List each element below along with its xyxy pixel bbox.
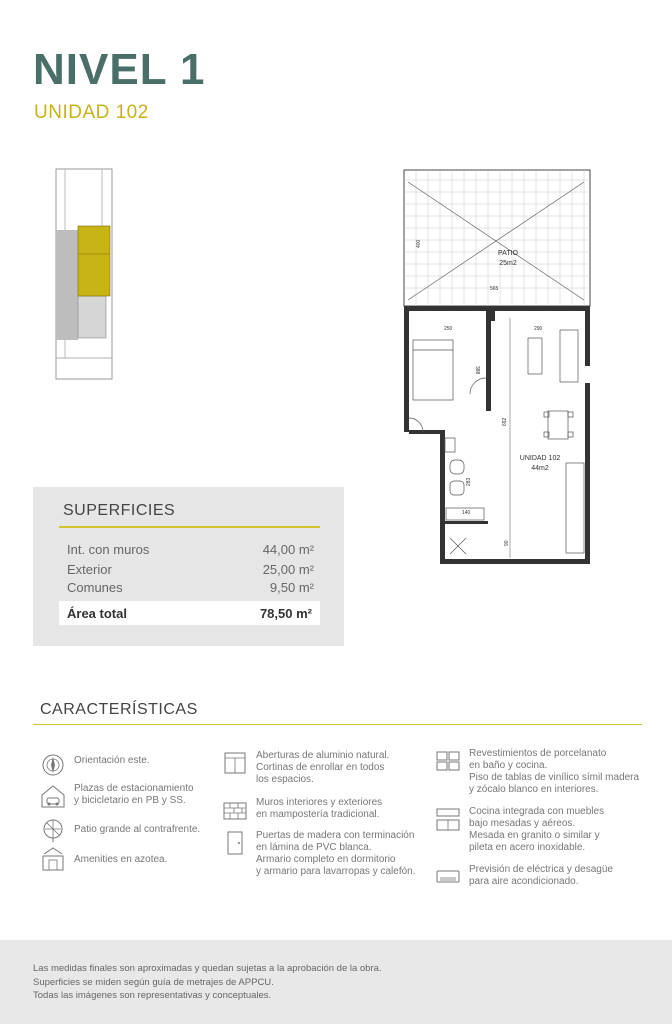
dining-table bbox=[548, 411, 568, 439]
total-value: 78,50 m² bbox=[259, 606, 312, 621]
highlighted-unit bbox=[78, 226, 110, 296]
dim-283: 283 bbox=[466, 477, 472, 486]
caracteristicas-divider bbox=[33, 724, 642, 725]
feature-text: Revestimientos de porcelanato en baño y cocina. Piso de tablas de vinílico símil madera y zócalo blanco en interiores. bbox=[469, 748, 640, 795]
tiles-icon bbox=[435, 748, 461, 774]
feature-text: Orientación este. bbox=[74, 755, 150, 766]
floor-plan bbox=[398, 168, 594, 568]
unit-area-label: 44m2 bbox=[531, 465, 549, 472]
brick-wall-icon bbox=[222, 797, 248, 823]
row-value: 9,50 m² bbox=[269, 580, 314, 595]
bed bbox=[413, 340, 453, 400]
unit-label: UNIDAD 102 bbox=[519, 455, 561, 462]
row-label: Comunes bbox=[67, 580, 123, 595]
footer-note: Superficies se miden según guía de metrajes de APPCU. bbox=[33, 977, 274, 988]
row-value: 25,00 m² bbox=[262, 562, 314, 577]
caracteristicas-title: CARACTERÍSTICAS bbox=[40, 701, 198, 718]
site-plan-thumbnail bbox=[55, 168, 113, 380]
dim-290: 290 bbox=[534, 326, 543, 332]
page-title: NIVEL 1 bbox=[33, 45, 206, 94]
dim-140: 140 bbox=[462, 510, 471, 516]
toilet bbox=[450, 460, 464, 474]
dim-692: 692 bbox=[502, 417, 508, 426]
garage-icon bbox=[40, 783, 66, 809]
window-icon bbox=[222, 750, 248, 776]
superficies-total-row bbox=[59, 601, 320, 625]
air-conditioner-icon bbox=[435, 864, 461, 890]
footer-note: Las medidas finales son aproximadas y quedan sujetas a la aprobación de la obra. bbox=[33, 963, 382, 974]
patio-icon bbox=[40, 817, 66, 843]
compass-icon bbox=[40, 752, 66, 778]
dim-565: 565 bbox=[490, 286, 499, 292]
door-icon bbox=[222, 830, 248, 856]
feature-text: Plazas de estacionamiento y bicicletario en PB y SS. bbox=[74, 783, 194, 806]
row-label: Exterior bbox=[67, 562, 112, 577]
total-label: Área total bbox=[67, 606, 127, 621]
footer bbox=[0, 940, 672, 1024]
superficies-divider bbox=[59, 526, 320, 528]
feature-text: Puertas de madera con terminación en lámina de PVC blanca. Armario completo en dormitorio y armario para lavarropas y calefón. bbox=[256, 830, 416, 877]
superficies-title: SUPERFICIES bbox=[63, 502, 176, 519]
page-subtitle: UNIDAD 102 bbox=[34, 102, 149, 123]
neighbor-unit-block bbox=[56, 230, 78, 340]
kitchen-icon bbox=[435, 806, 461, 832]
kitchen-counter bbox=[566, 463, 584, 553]
feature-text: Aberturas de aluminio natural. Cortinas de enrollar en todos los espacios. bbox=[256, 750, 390, 785]
row-value: 44,00 m² bbox=[262, 542, 314, 557]
dim-90: 90 bbox=[504, 540, 510, 546]
dim-250: 250 bbox=[444, 326, 453, 332]
tv-unit bbox=[528, 338, 542, 374]
feature-text: Muros interiores y exteriores en mampostería tradicional. bbox=[256, 797, 383, 820]
unit-walls bbox=[404, 306, 590, 564]
feature-text: Patio grande al contrafrente. bbox=[74, 824, 201, 835]
feature-text: Amenities en azotea. bbox=[74, 854, 168, 865]
neighbor-unit-block bbox=[78, 296, 106, 338]
feature-text: Previsión de eléctrica y desagüe para aire acondicionado. bbox=[469, 864, 613, 887]
dim-388: 388 bbox=[474, 366, 480, 375]
rooftop-icon bbox=[40, 846, 66, 872]
footer-note: Todas las imágenes son representativas y conceptuales. bbox=[33, 990, 272, 1001]
row-label: Int. con muros bbox=[67, 542, 150, 557]
dim-400: 400 bbox=[416, 239, 422, 248]
sofa bbox=[560, 330, 578, 382]
patio-area-label: 25m2 bbox=[499, 260, 517, 267]
feature-text: Cocina integrada con muebles bajo mesadas y aéreos. Mesada en granito o similar y pileta en acero inoxidable. bbox=[469, 806, 605, 853]
sink bbox=[450, 481, 464, 495]
patio-label: PATIO bbox=[498, 250, 518, 257]
superficies-panel bbox=[33, 487, 344, 646]
